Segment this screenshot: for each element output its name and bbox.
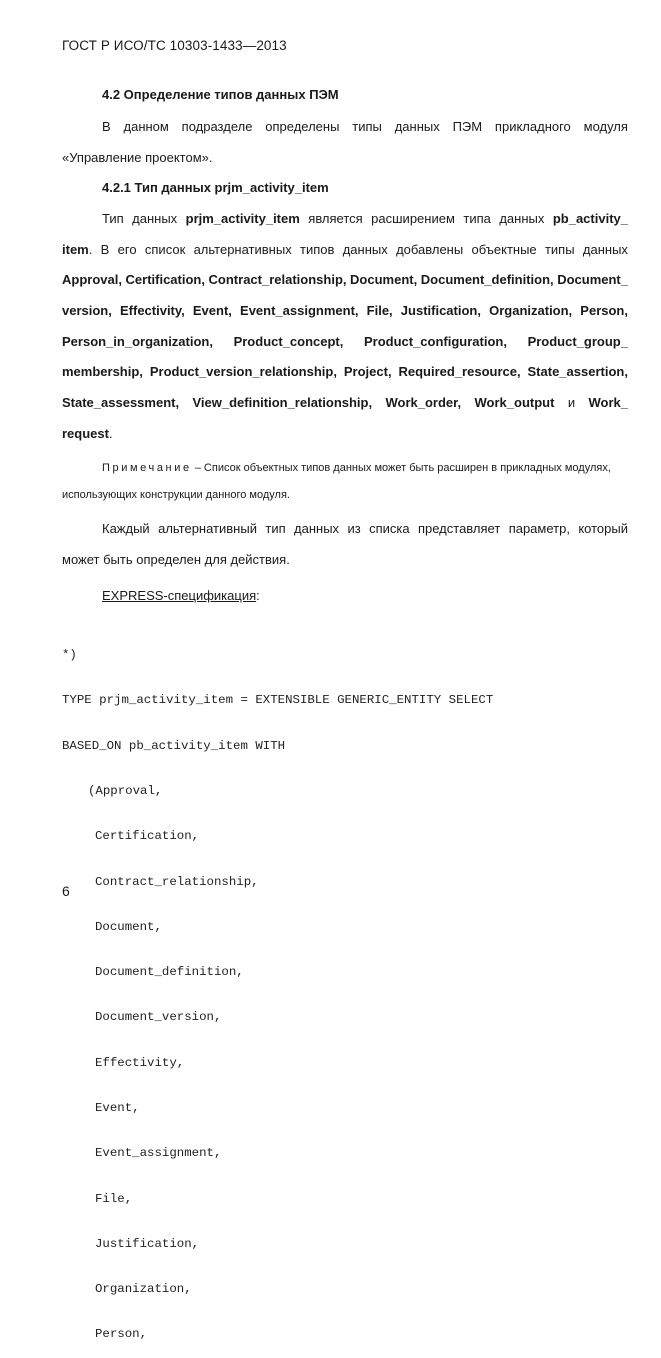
- body-line-3: Approval, Certification, Contract_relationship, Document, Document_definition, Document_: [62, 272, 628, 287]
- code-line: Event,: [95, 1101, 140, 1115]
- intro-line-2: «Управление проектом».: [62, 150, 213, 165]
- note-label: Примечание: [102, 462, 192, 474]
- page-number: 6: [62, 883, 70, 899]
- body-line-4: version, Effectivity, Event, Event_assignment, File, Justification, Organization, Person,: [62, 303, 628, 318]
- body-line-1: Тип данных prjm_activity_item является расширением типа данных pb_activity_: [102, 211, 628, 226]
- section-heading-4-2: 4.2 Определение типов данных ПЭМ: [102, 87, 339, 102]
- intro-line-1: В данном подразделе определены типы данных ПЭМ прикладного модуля: [102, 119, 628, 134]
- body-line-7: State_assessment, View_definition_relationship, Work_order, Work_output и Work_: [62, 395, 628, 410]
- note-line-1: Примечание – Список объектных типов данных может быть расширен в прикладных модулях,: [102, 462, 611, 474]
- code-line: (Approval,: [88, 784, 163, 799]
- note-line-2: использующих конструкции данного модуля.: [62, 489, 290, 501]
- section-heading-4-2-1: 4.2.1 Тип данных prjm_activity_item: [102, 180, 329, 195]
- para2-line-1: Каждый альтернативный тип данных из списка представляет параметр, который: [102, 521, 628, 536]
- express-code-block: [62, 618, 493, 1358]
- code-line: TYPE prjm_activity_item = EXTENSIBLE GENERIC_ENTITY SELECT: [62, 693, 494, 708]
- code-line: Effectivity,: [95, 1055, 185, 1070]
- para2-line-2: может быть определен для действия.: [62, 552, 290, 567]
- body-line-2: item. В его список альтернативных типов данных добавлены объектные типы данных: [62, 242, 628, 257]
- code-line: Document_version,: [95, 1010, 222, 1025]
- code-line: Document,: [95, 919, 162, 934]
- code-line: Organization,: [95, 1282, 192, 1297]
- code-line: Certification,: [95, 829, 200, 844]
- code-line: Document_definition,: [95, 965, 244, 980]
- code-line: Person,: [95, 1327, 148, 1342]
- express-heading: EXPRESS-спецификация:: [102, 588, 260, 603]
- code-line: File,: [95, 1191, 133, 1206]
- body-line-8: request.: [62, 426, 113, 441]
- document-header: ГОСТ Р ИСО/ТС 10303-1433—2013: [62, 38, 287, 53]
- code-line: BASED_ON pb_activity_item WITH: [62, 738, 286, 753]
- body-line-5: Person_in_organization, Product_concept, Product_configuration, Product_group_: [62, 334, 628, 349]
- code-line: Contract_relationship,: [95, 874, 259, 889]
- code-line: Justification,: [95, 1236, 200, 1251]
- code-line: Event_assignment,: [95, 1146, 222, 1161]
- code-line: *): [62, 648, 77, 663]
- body-line-6: membership, Product_version_relationship, Project, Required_resource, State_assertion,: [62, 364, 628, 379]
